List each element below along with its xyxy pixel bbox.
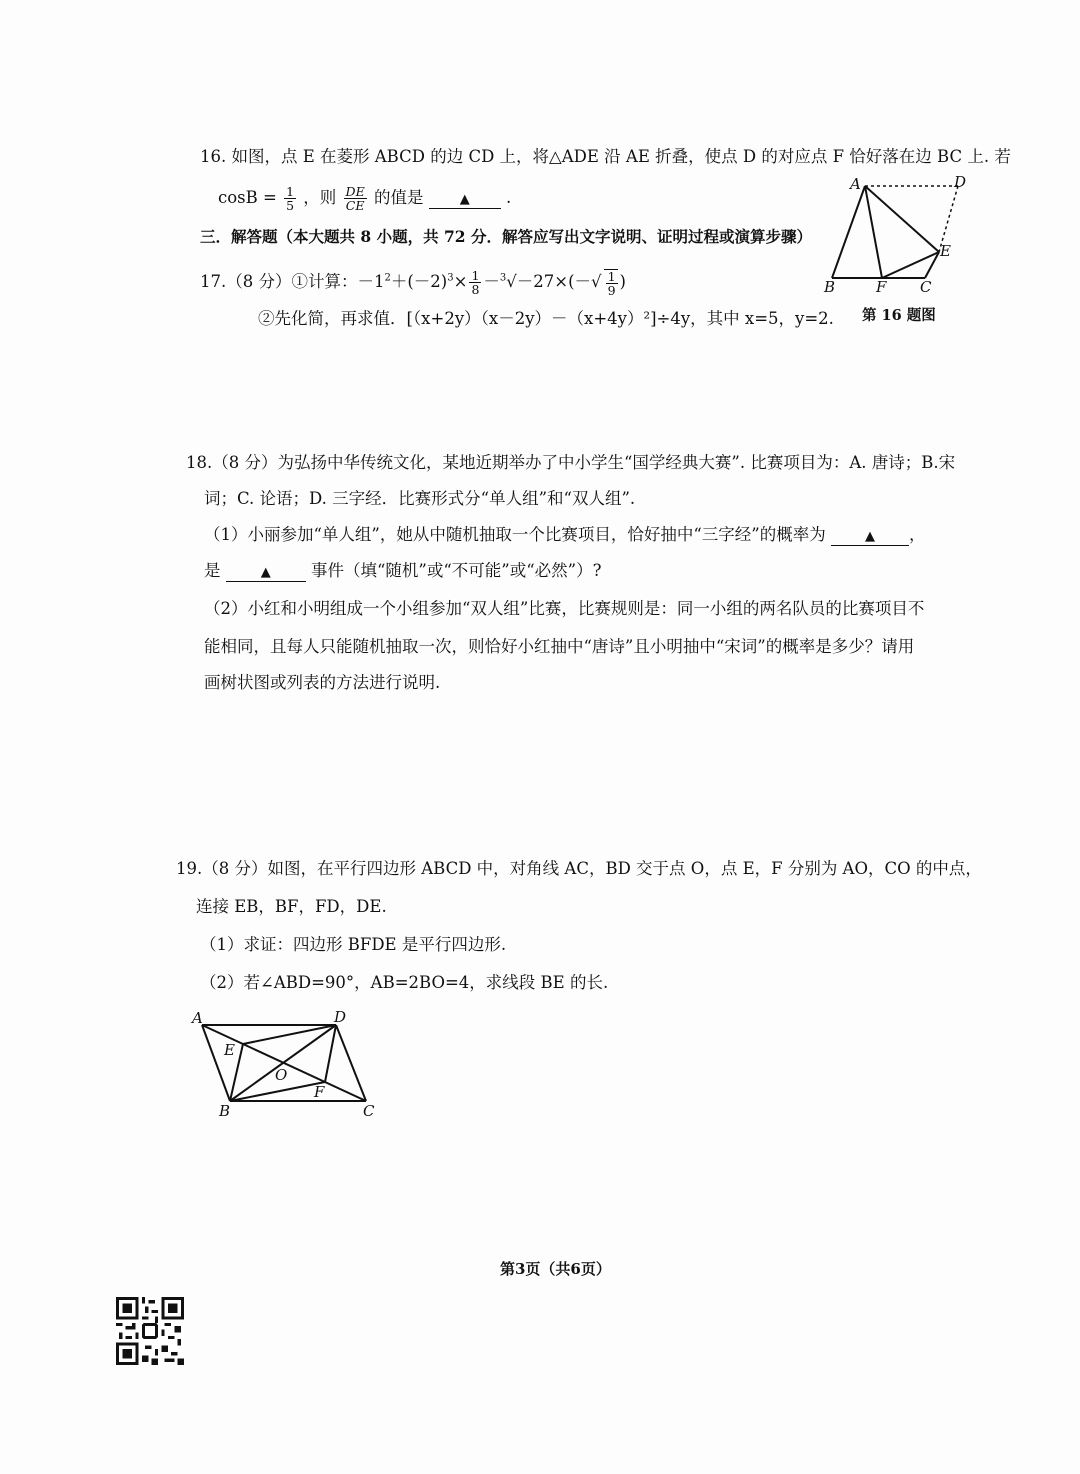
seg-df	[325, 1025, 336, 1082]
q16-end: .	[505, 188, 512, 207]
q18-p1b-pre: 是	[204, 561, 221, 580]
q17-head: 17.（8 分）①计算：	[200, 272, 358, 291]
q18-p1b	[204, 560, 601, 582]
label-b: B	[219, 1102, 231, 1120]
edge-ab	[832, 186, 865, 278]
q16-figure	[820, 172, 980, 297]
label-c: C	[363, 1102, 375, 1120]
label-a: A	[192, 1009, 203, 1027]
cos-prefix: cosB =	[218, 188, 277, 207]
qr-code-icon[interactable]	[116, 1297, 184, 1365]
page-number: 第3页（共6页）	[500, 1260, 611, 1278]
expr-b: ＋(－2)	[390, 272, 448, 291]
expr-c: －	[483, 272, 500, 291]
cube-root: √－27	[506, 272, 555, 291]
q19-line1: 19.（8 分）如图，在平行四边形 ABCD 中，对角线 AC，BD 交于点 O，点 E，F 分别为 AO，CO 的中点，	[176, 859, 982, 878]
exp-3: 3	[447, 272, 454, 284]
label-f: F	[876, 278, 887, 296]
sqrt-sign: √	[591, 272, 602, 291]
q18-line1: 18.（8 分）为弘扬中华传统文化，某地近期举办了中小学生“国学经典大赛”. 比赛项目为：A. 唐诗；B.宋	[186, 453, 956, 472]
q19-figure	[186, 1005, 396, 1125]
q18-p1b-post: 事件（填“随机”或“不可能”或“必然”）?	[311, 561, 602, 580]
expr-a: －1	[357, 272, 385, 291]
one-eighth: $\frac{1}{8}$	[471, 268, 480, 297]
ratio-fraction: $\frac{DE}{CE}$	[345, 184, 365, 213]
q16-line1: 16. 如图，点 E 在菱形 ABCD 的边 CD 上，将△ADE 沿 AE 折叠，使点 D 的对应点 F 恰好落在边 BC 上. 若	[200, 147, 1011, 166]
label-d: D	[334, 1008, 347, 1026]
q18-p2c: 画树状图或列表的方法进行说明.	[204, 673, 441, 692]
label-e: E	[224, 1041, 235, 1059]
section-3-heading: 三．解答题（本大题共 8 小题，共 72 分．解答应写出文字说明、证明过程或演算步骤）	[200, 227, 812, 246]
value-of-text: 的值是	[373, 188, 424, 207]
q16-line2	[218, 178, 511, 218]
q19-p2: （2）若∠ABD=90°，AB=2BO=4，求线段 BE 的长.	[200, 973, 609, 992]
label-a: A	[850, 175, 861, 193]
label-o: O	[275, 1066, 288, 1084]
times-sign: ×	[453, 272, 468, 291]
q19-p1: （1）求证：四边形 BFDE 是平行四边形.	[200, 935, 507, 954]
q16-answer-blank[interactable]: ▲	[429, 192, 501, 209]
q16-figure-caption: 第 16 题图	[862, 307, 936, 324]
then-text: ，则	[303, 188, 337, 207]
q19-line2: 连接 EB，BF，FD，DE.	[196, 897, 387, 916]
q18-line2: 词；C. 论语；D. 三字经．比赛形式分“单人组”和“双人组”.	[204, 489, 636, 508]
label-f: F	[314, 1083, 325, 1101]
label-d: D	[954, 173, 967, 191]
q18-p1a-text: （1）小丽参加“单人组”，她从中随机抽取一个比赛项目，恰好抽中“三字经”的概率为	[204, 525, 826, 544]
q18-probability-blank[interactable]: ▲	[831, 529, 909, 546]
cos-fraction: $\frac{1}{5}$	[286, 184, 295, 213]
q18-p1a-end: ，	[909, 525, 926, 544]
q17-line1	[200, 262, 626, 302]
label-e: E	[940, 242, 951, 260]
cube-index: 3	[499, 272, 507, 284]
q18-p1a	[204, 524, 926, 546]
exp-2: 2	[384, 272, 391, 284]
q18-event-blank[interactable]: ▲	[226, 565, 306, 582]
edge-fe	[882, 252, 939, 278]
label-b: B	[824, 278, 836, 296]
q18-p2a: （2）小红和小明组成一个小组参加“双人组”比赛，比赛规则是：同一小组的两名队员的比赛项目不	[204, 599, 925, 618]
label-c: C	[920, 278, 932, 296]
q17-part2: ②先化简，再求值．[（x+2y）（x－2y）－（x+4y）²]÷4y，其中 x=5，y=2.	[258, 309, 834, 328]
expr-e: )	[619, 272, 626, 291]
q18-p2b: 能相同，且每人只能随机抽取一次，则恰好小红抽中“唐诗”且小明抽中“宋词”的概率是多少？请用	[204, 637, 915, 656]
expr-d: ×(－	[554, 272, 592, 291]
sqrt-one-ninth: $\frac{1}{9}$	[604, 269, 618, 297]
